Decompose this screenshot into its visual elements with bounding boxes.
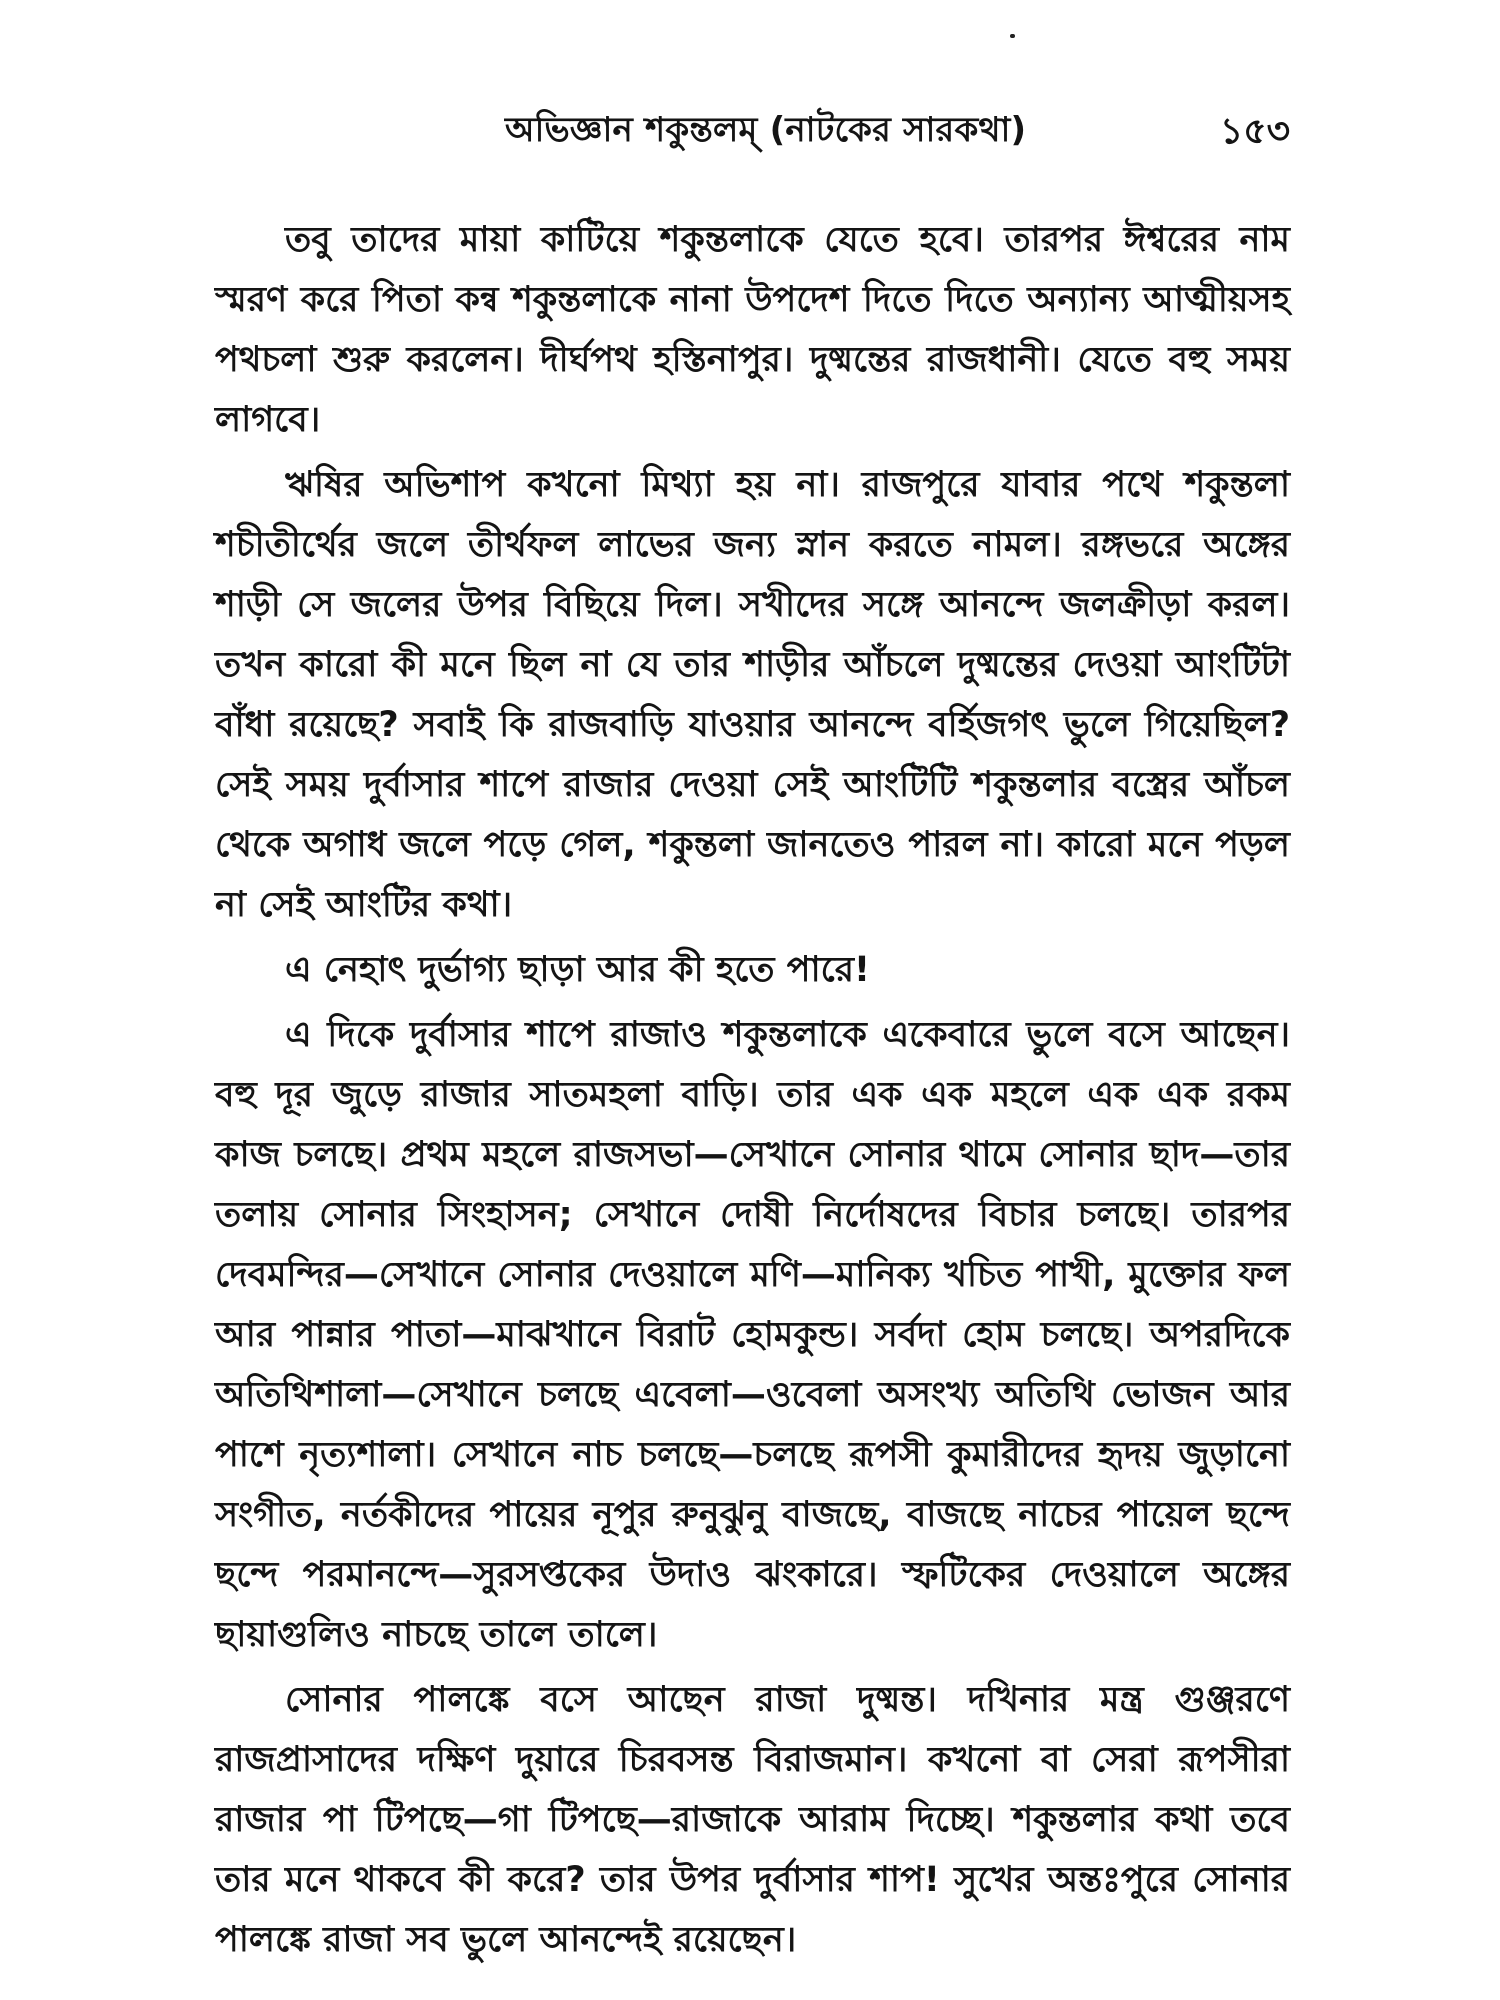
paragraph-4: এ দিকে দুর্বাসার শাপে রাজাও শকুন্তলাকে একেবারে ভুলে বসে আছেন। বহু দূর জুড়ে রাজার সাতমহলা বাড়ি। তার এক এক মহলে এক এক রকম কাজ চলছে। প্রথম মহলে রাজসভা—সেখানে সোনার থামে সোনার ছাদ—তার তলায় সোনার সিংহাসন; সেখানে দোষী নির্দোষদের বিচার চলছে। তারপর দেবমন্দির—সেখানে সোনার দেওয়ালে মণি—মানিক্য খচিত পাখী, মুক্তোর ফল আর পান্নার পাতা—মাঝখানে বিরাট হোমকুন্ড। সর্বদা হোম চলছে। অপরদিকে অতিথিশালা—সেখানে চলছে এবেলা—ওবেলা অসংখ্য অতিথি ভোজন আর পাশে নৃত্যশালা। সেখানে নাচ চলছে—চলছে রূপসী কুমারীদের হৃদয় জুড়ানো সংগীত, নর্তকীদের পায়ের নূপুর রুনুঝুনু বাজছে, বাজছে নাচের পায়েল ছন্দে ছন্দে পরমানন্দে—সুরসপ্তকের উদাও ঝংকারে। স্ফটিকের দেওয়ালে অঙ্গের ছায়াগুলিও নাচছে তালে তালে। [215,1015,1290,1655]
body-text [215,210,1290,1960]
paragraph-1: তবু তাদের মায়া কাটিয়ে শকুন্তলাকে যেতে হবে। তারপর ঈশ্বরের নাম স্মরণ করে পিতা কন্ব শকুন্তলাকে নানা উপদেশ দিতে দিতে অন্যান্য আত্মীয়সহ পথচলা শুরু করলেন। দীর্ঘপথ হস্তিনাপুর। দুষ্মন্তের রাজধানী। যেতে বহু সময় লাগবে। [215,220,1290,440]
paragraph-3: এ নেহাৎ দুর্ভাগ্য ছাড়া আর কী হতে পারে! [285,950,870,990]
scan-speck [1010,34,1015,38]
paragraph-5: সোনার পালঙ্কে বসে আছেন রাজা দুষ্মন্ত। দখিনার মন্ত্র গুঞ্জরণে রাজপ্রাসাদের দক্ষিণ দুয়ারে চিরবসন্ত বিরাজমান। কখনো বা সেরা রূপসীরা রাজার পা টিপছে—গা টিপছে—রাজাকে আরাম দিচ্ছে। শকুন্তলার কথা তবে তার মনে থাকবে কী করে? তার উপর দুর্বাসার শাপ! সুখের অন্তঃপুরে সোনার পালঙ্কে রাজা সব ভুলে আনন্দেই রয়েছেন। [215,1680,1290,1960]
paragraph-2: ঋষির অভিশাপ কখনো মিথ্যা হয় না। রাজপুরে যাবার পথে শকুন্তলা শচীতীর্থের জলে তীর্থফল লাভের জন্য স্নান করতে নামল। রঙ্গভরে অঙ্গের শাড়ী সে জলের উপর বিছিয়ে দিল। সখীদের সঙ্গে আনন্দে জলক্রীড়া করল। তখন কারো কী মনে ছিল না যে তার শাড়ীর আঁচলে দুষ্মন্তের দেওয়া আংটিটা বাঁধা রয়েছে? সবাই কি রাজবাড়ি যাওয়ার আনন্দে বর্হিজগৎ ভুলে গিয়েছিল? সেই সময় দুর্বাসার শাপে রাজার দেওয়া সেই আংটিটি শকুন্তলার বস্ত্রের আঁচল থেকে অগাধ জলে পড়ে গেল, শকুন্তলা জানতেও পারল না। কারো মনে পড়ল না সেই আংটির কথা। [215,465,1290,925]
page-number: ১৫৩ [1219,111,1290,152]
running-title: অভিজ্ঞান শকুন্তলম্ (নাটকের সারকথা) [505,110,1027,150]
